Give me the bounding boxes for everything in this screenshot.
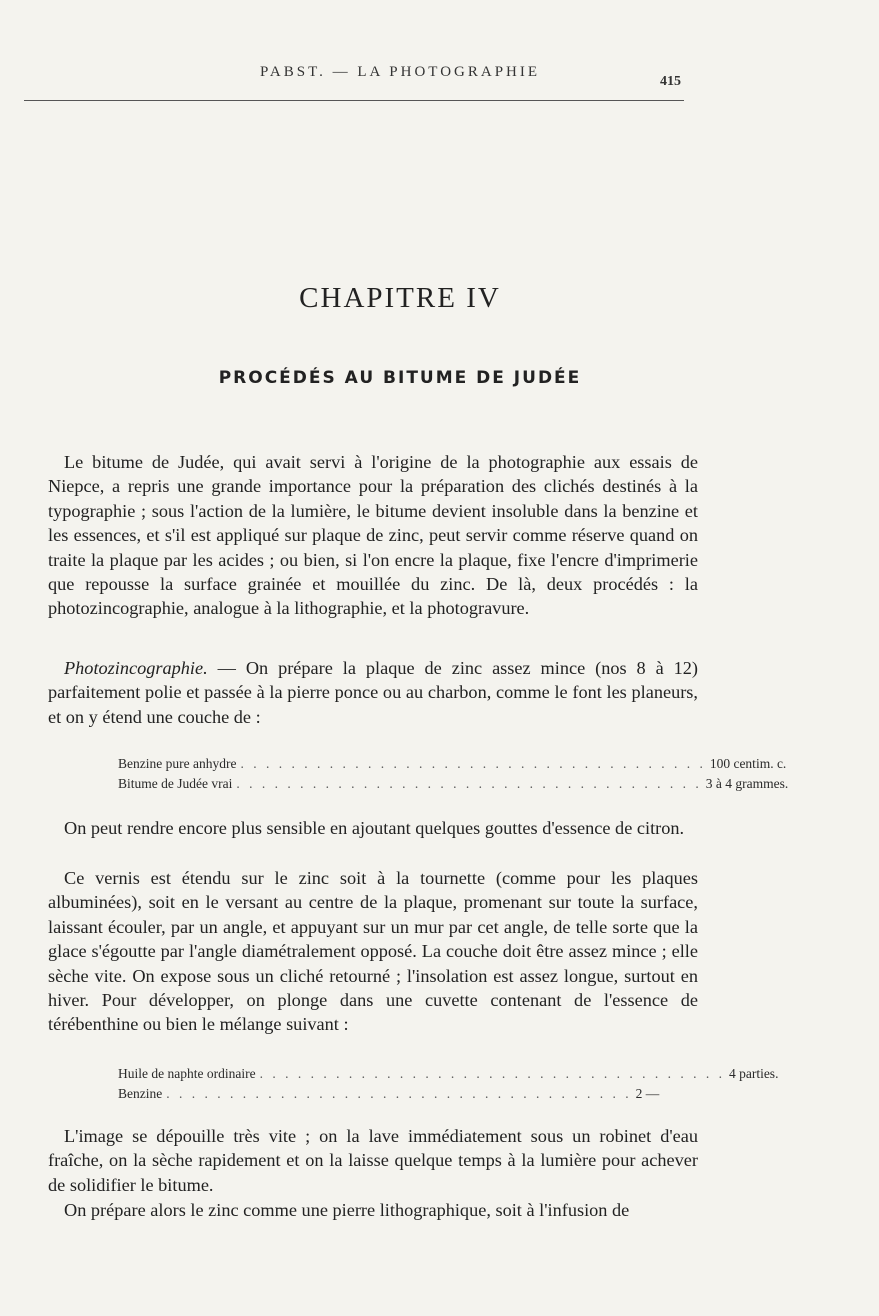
chapter-title: CHAPITRE IV xyxy=(299,282,501,314)
recipe-quantity: 4 parties. xyxy=(728,1066,779,1081)
leader-dots: . . . . . . . . . . . . . . . . . . . . . . . . . . . . . . . . . . . . . xyxy=(236,776,702,791)
recipe-quantity: 2 — xyxy=(635,1086,660,1101)
recipe-row xyxy=(118,1064,779,1084)
leader-dots: . . . . . . . . . . . . . . . . . . . . . . . . . . . . . . . . . . . . . xyxy=(259,1066,725,1081)
recipe-item: Benzine pure anhydre xyxy=(118,756,237,771)
paragraph-intro: Le bitume de Judée, qui avait servi à l'origine de la photographie aux essais de Niepce, a repris une grande importance pour la préparation des clichés destinés à la typographie ; sous l'action de la lumière, le bitume devient insoluble dans la benzine et les essences, et s'il est appliqué sur plaque de zinc, peut servir comme réserve quand on traite la plaque par les acides ; ou bien, si l'on encre la plaque, fixe l'encre d'imprimerie que repousse la surface grainée et mouillée du zinc. De là, deux procédés : la photozincographie, analogue à la lithographie, et la photogravure. xyxy=(48,452,698,619)
paragraph-zinc: On prépare alors le zinc comme une pierre lithographique, soit à l'infusion de xyxy=(64,1200,630,1220)
recipe-list-2 xyxy=(118,1064,779,1104)
paragraph-sensible: On peut rendre encore plus sensible en ajoutant quelques gouttes d'essence de citron. xyxy=(64,818,685,838)
recipe-quantity: 100 centim. c. xyxy=(709,756,787,771)
paragraph-lead: Photozincographie. xyxy=(64,658,208,678)
paragraph-vernis: Ce vernis est étendu sur le zinc soit à la tournette (comme pour les plaques albuminées), soit en le versant au centre de la plaque, promenant sur toute la surface, laissant écouler, par un angle, et appuyant sur un mur par cet angle, de telle sorte que la glace s'égoutte par l'angle diamétralement opposé. La couche doit être assez mince ; elle sèche vite. On expose sous un cliché retourné ; l'insolation est assez longue, surtout en hiver. Pour développer, on plonge dans une cuvette contenant de l'essence de térébenthine ou bien le mélange suivant : xyxy=(48,868,698,1035)
running-header: PABST. — LA PHOTOGRAPHIE xyxy=(259,64,541,80)
page-number: 415 xyxy=(660,74,681,89)
paragraph-text: — On prépare la plaque de zinc assez mince (nos 8 à 12) parfaitement polie et passée à la pierre ponce ou au charbon, comme le font les planeurs, et on y étend une couche de : xyxy=(48,658,698,727)
leader-dots: . . . . . . . . . . . . . . . . . . . . . . . . . . . . . . . . . . . . . xyxy=(240,756,706,771)
recipe-row xyxy=(118,774,789,794)
leader-dots: . . . . . . . . . . . . . . . . . . . . . . . . . . . . . . . . . . . . . xyxy=(166,1086,632,1101)
recipe-quantity: 3 à 4 grammes. xyxy=(705,776,789,791)
recipe-item: Bitume de Judée vrai xyxy=(118,776,233,791)
recipe-list-1 xyxy=(118,754,789,794)
paragraph-image: L'image se dépouille très vite ; on la lave immédiatement sous un robinet d'eau fraîche, on la sèche rapidement et on la laisse quelque temps à la lumière pour achever de solidifier le bitume. xyxy=(48,1126,698,1195)
section-title: PROCÉDÉS AU BITUME DE JUDÉE xyxy=(218,368,582,388)
header-rule xyxy=(24,100,684,101)
recipe-row xyxy=(118,754,787,774)
recipe-item: Benzine xyxy=(118,1086,163,1101)
recipe-row xyxy=(118,1084,660,1104)
recipe-item: Huile de naphte ordinaire xyxy=(118,1066,256,1081)
paragraph-photozincographie xyxy=(48,656,698,729)
